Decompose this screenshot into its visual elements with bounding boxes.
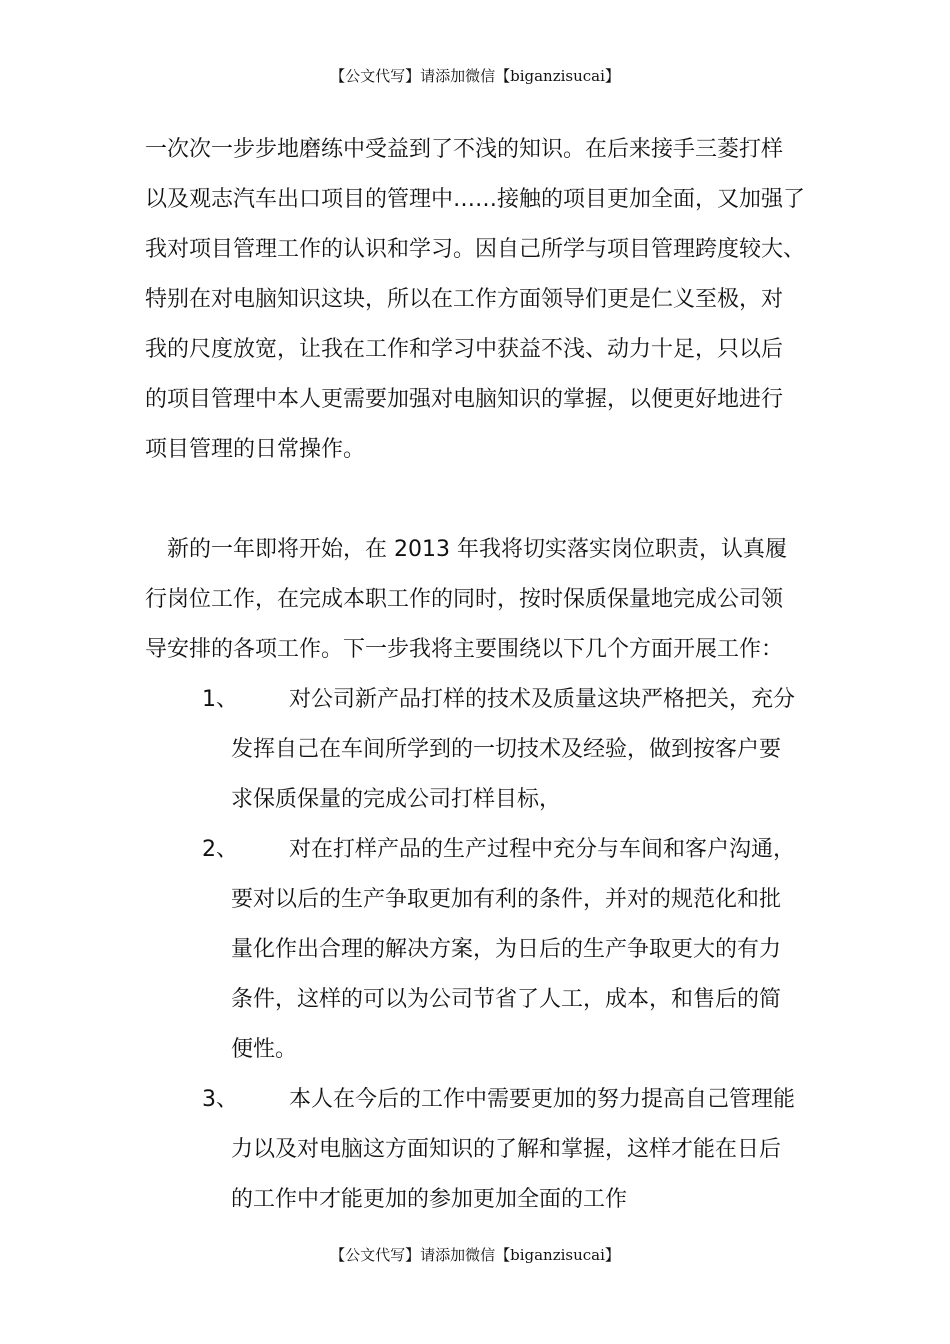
text-line: 发挥自己在车间所学到的一切技术及经验，做到按客户要 xyxy=(231,737,782,762)
text-line: 项目管理的日常操作。 xyxy=(145,437,366,462)
text-line: 对在打样产品的生产过程中充分与车间和客户沟通， xyxy=(289,837,796,862)
list-number: 2、 xyxy=(202,837,238,862)
footer-note: 【公文代写】请添加微信【biganzisucai】 xyxy=(330,1246,620,1264)
list-number: 3、 xyxy=(202,1087,238,1112)
list-number: 1、 xyxy=(202,687,238,712)
text-line: 便性。 xyxy=(231,1037,298,1062)
text-line: 以及观志汽车出口项目的管理中……接触的项目更加全面，又加强了 xyxy=(145,187,806,212)
paragraph-work-experience xyxy=(145,125,825,475)
text-line: 条件，这样的可以为公司节省了人工，成本，和售后的简 xyxy=(231,987,782,1012)
work-plan-list xyxy=(145,675,825,1225)
text-line: 一次次一步步地磨练中受益到了不浅的知识。在后来接手三菱打样 xyxy=(145,137,784,162)
text-line: 对公司新产品打样的技术及质量这块严格把关，充分 xyxy=(289,687,796,712)
list-item xyxy=(145,675,825,825)
text-line: 本人在今后的工作中需要更加的努力提高自己管理能 xyxy=(289,1087,796,1112)
text-line: 新的一年即将开始，在 2013 年我将切实落实岗位职责，认真履 xyxy=(167,537,787,562)
list-item xyxy=(145,825,825,1075)
paragraph-next-year-plan xyxy=(145,525,825,675)
text-line: 的项目管理中本人更需要加强对电脑知识的掌握，以便更好地进行 xyxy=(145,387,784,412)
document-body xyxy=(145,125,825,1225)
paragraph-spacer xyxy=(145,475,825,525)
text-line: 导安排的各项工作。下一步我将主要围绕以下几个方面开展工作： xyxy=(145,637,784,662)
text-line: 特别在对电脑知识这块，所以在工作方面领导们更是仁义至极，对 xyxy=(145,287,784,312)
text-line: 力以及对电脑这方面知识的了解和掌握，这样才能在日后 xyxy=(231,1137,782,1162)
text-line: 求保质保量的完成公司打样目标， xyxy=(231,787,562,812)
list-item xyxy=(145,1075,825,1225)
text-line: 我对项目管理工作的认识和学习。因自己所学与项目管理跨度较大、 xyxy=(145,237,806,262)
text-line: 的工作中才能更加的参加更加全面的工作 xyxy=(231,1187,628,1212)
text-line: 要对以后的生产争取更加有利的条件，并对的规范化和批 xyxy=(231,887,782,912)
text-line: 量化作出合理的解决方案，为日后的生产争取更大的有力 xyxy=(231,937,782,962)
header-note: 【公文代写】请添加微信【biganzisucai】 xyxy=(330,67,620,85)
text-line: 我的尺度放宽，让我在工作和学习中获益不浅、动力十足，只以后 xyxy=(145,337,784,362)
text-line: 行岗位工作，在完成本职工作的同时，按时保质保量地完成公司领 xyxy=(145,587,784,612)
